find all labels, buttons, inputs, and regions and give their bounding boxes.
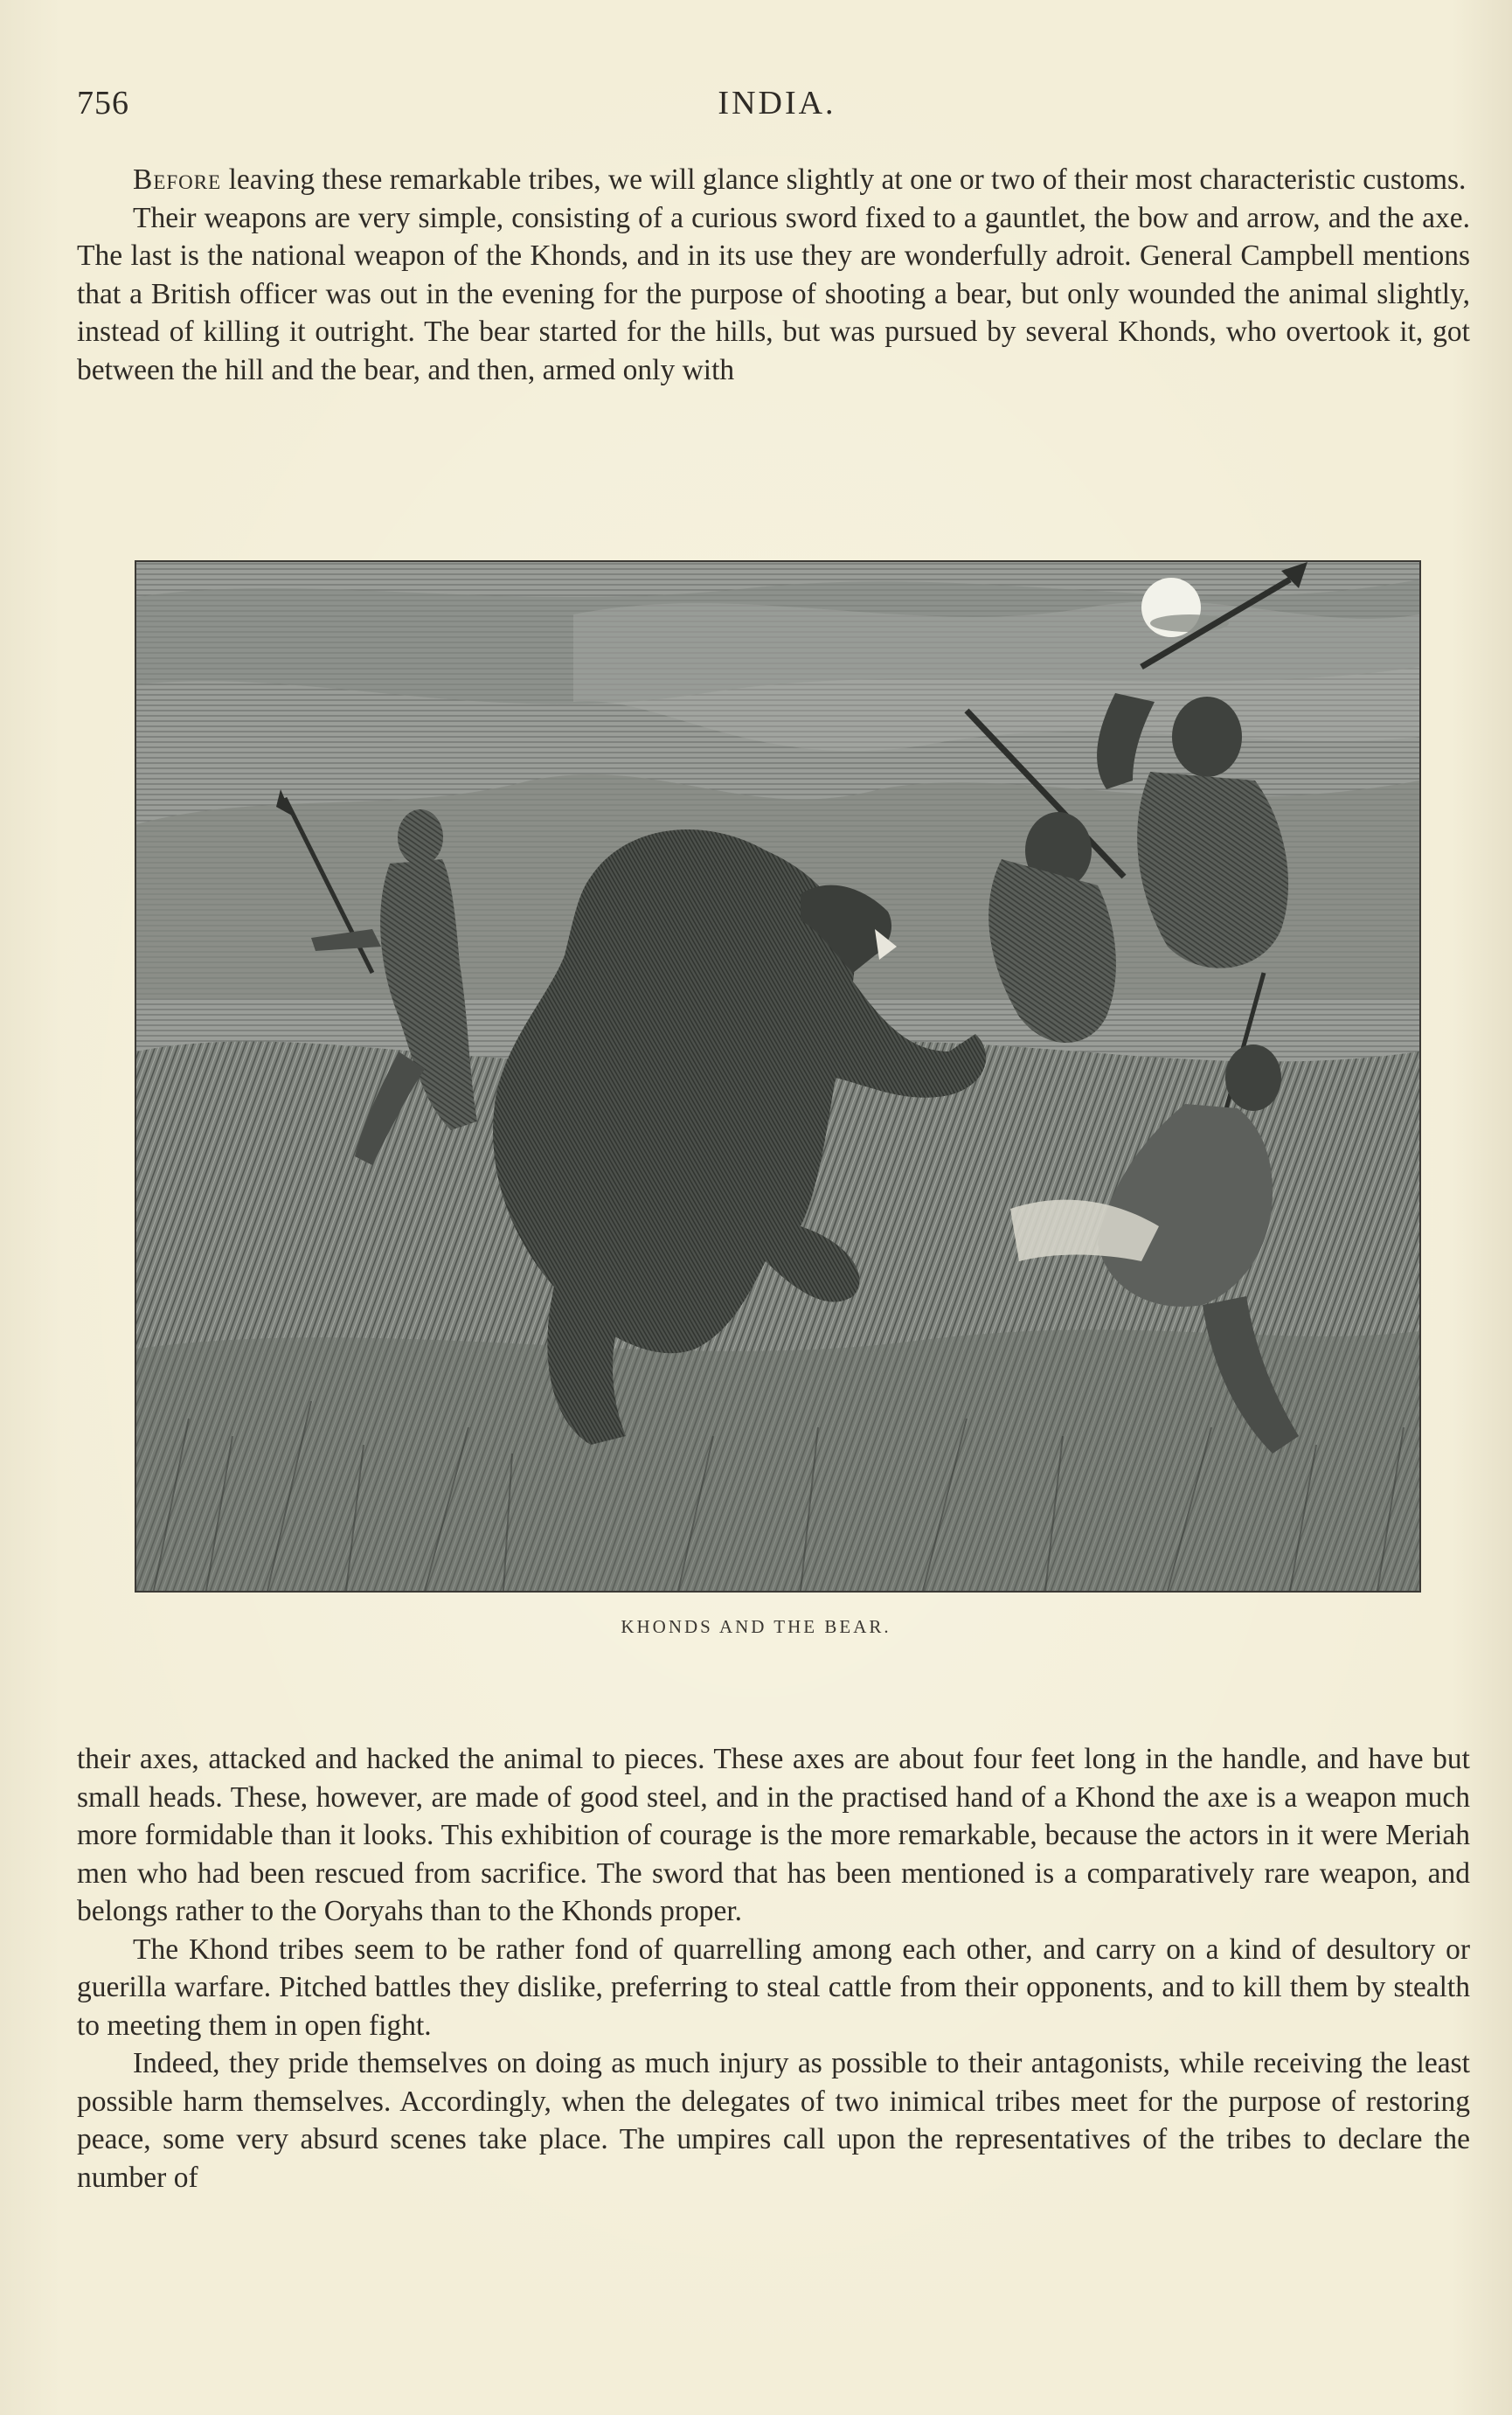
- paragraph: Their weapons are very simple, consisting of a curious sword fixed to a gauntlet, the bow and arrow, and the axe. The last is the national weapon of the Khonds, and in its use they are wonderfully adroit. General Campbell mentions that a British officer was out in the evening for the purpose of shooting a bear, but only wounded the animal slightly, instead of killing it outright. The bear started for the hills, but was pursued by several Khonds, who overtook it, got between the hill and the bear, and then, armed only with: [77, 201, 1470, 386]
- drop-lead-word: Before: [133, 163, 222, 196]
- paragraph: [77, 161, 1470, 199]
- paragraph-text: leaving these remarkable tribes, we will glance slightly at one or two of their most characteristic customs.: [221, 163, 1467, 196]
- paragraph: their axes, attacked and hacked the animal to pieces. These axes are about four feet long in the handle, and have but small heads. These, however, are made of good steel, and in the practised hand of a Khond the axe is a weapon much more formidable than it looks. This exhibition of courage is the more remarkable, because the actors in it were Meriah men who had been rescued from sacrifice. The sword that has been mentioned is a comparatively rare weapon, and belongs rather to the Ooryahs than to the Khonds proper.: [77, 1743, 1470, 1927]
- paragraph: Indeed, they pride themselves on doing as much injury as possible to their antagonists, while receiving the least possible harm themselves. Accordingly, when the delegates of two inimical tribes meet for the purpose of restoring peace, some very absurd scenes take place. The umpires call upon the representatives of the tribes to declare the number of: [77, 2047, 1470, 2194]
- illustration-caption: KHONDS AND THE BEAR.: [621, 1616, 891, 1637]
- body-text-bottom: [77, 1740, 1470, 2196]
- page-number: 756: [77, 85, 129, 121]
- page-header: [77, 84, 1477, 128]
- paragraph: The Khond tribes seem to be rather fond of quarrelling among each other, and carry on a kind of desultory or guerilla warfare. Pitched battles they dislike, preferring to steal cattle from their opponents, and to kill them by stealth to meeting them in open fight.: [77, 1933, 1470, 2042]
- body-text-top: [77, 161, 1470, 389]
- engraving-illustration: [135, 560, 1421, 1593]
- running-head: INDIA.: [718, 85, 836, 121]
